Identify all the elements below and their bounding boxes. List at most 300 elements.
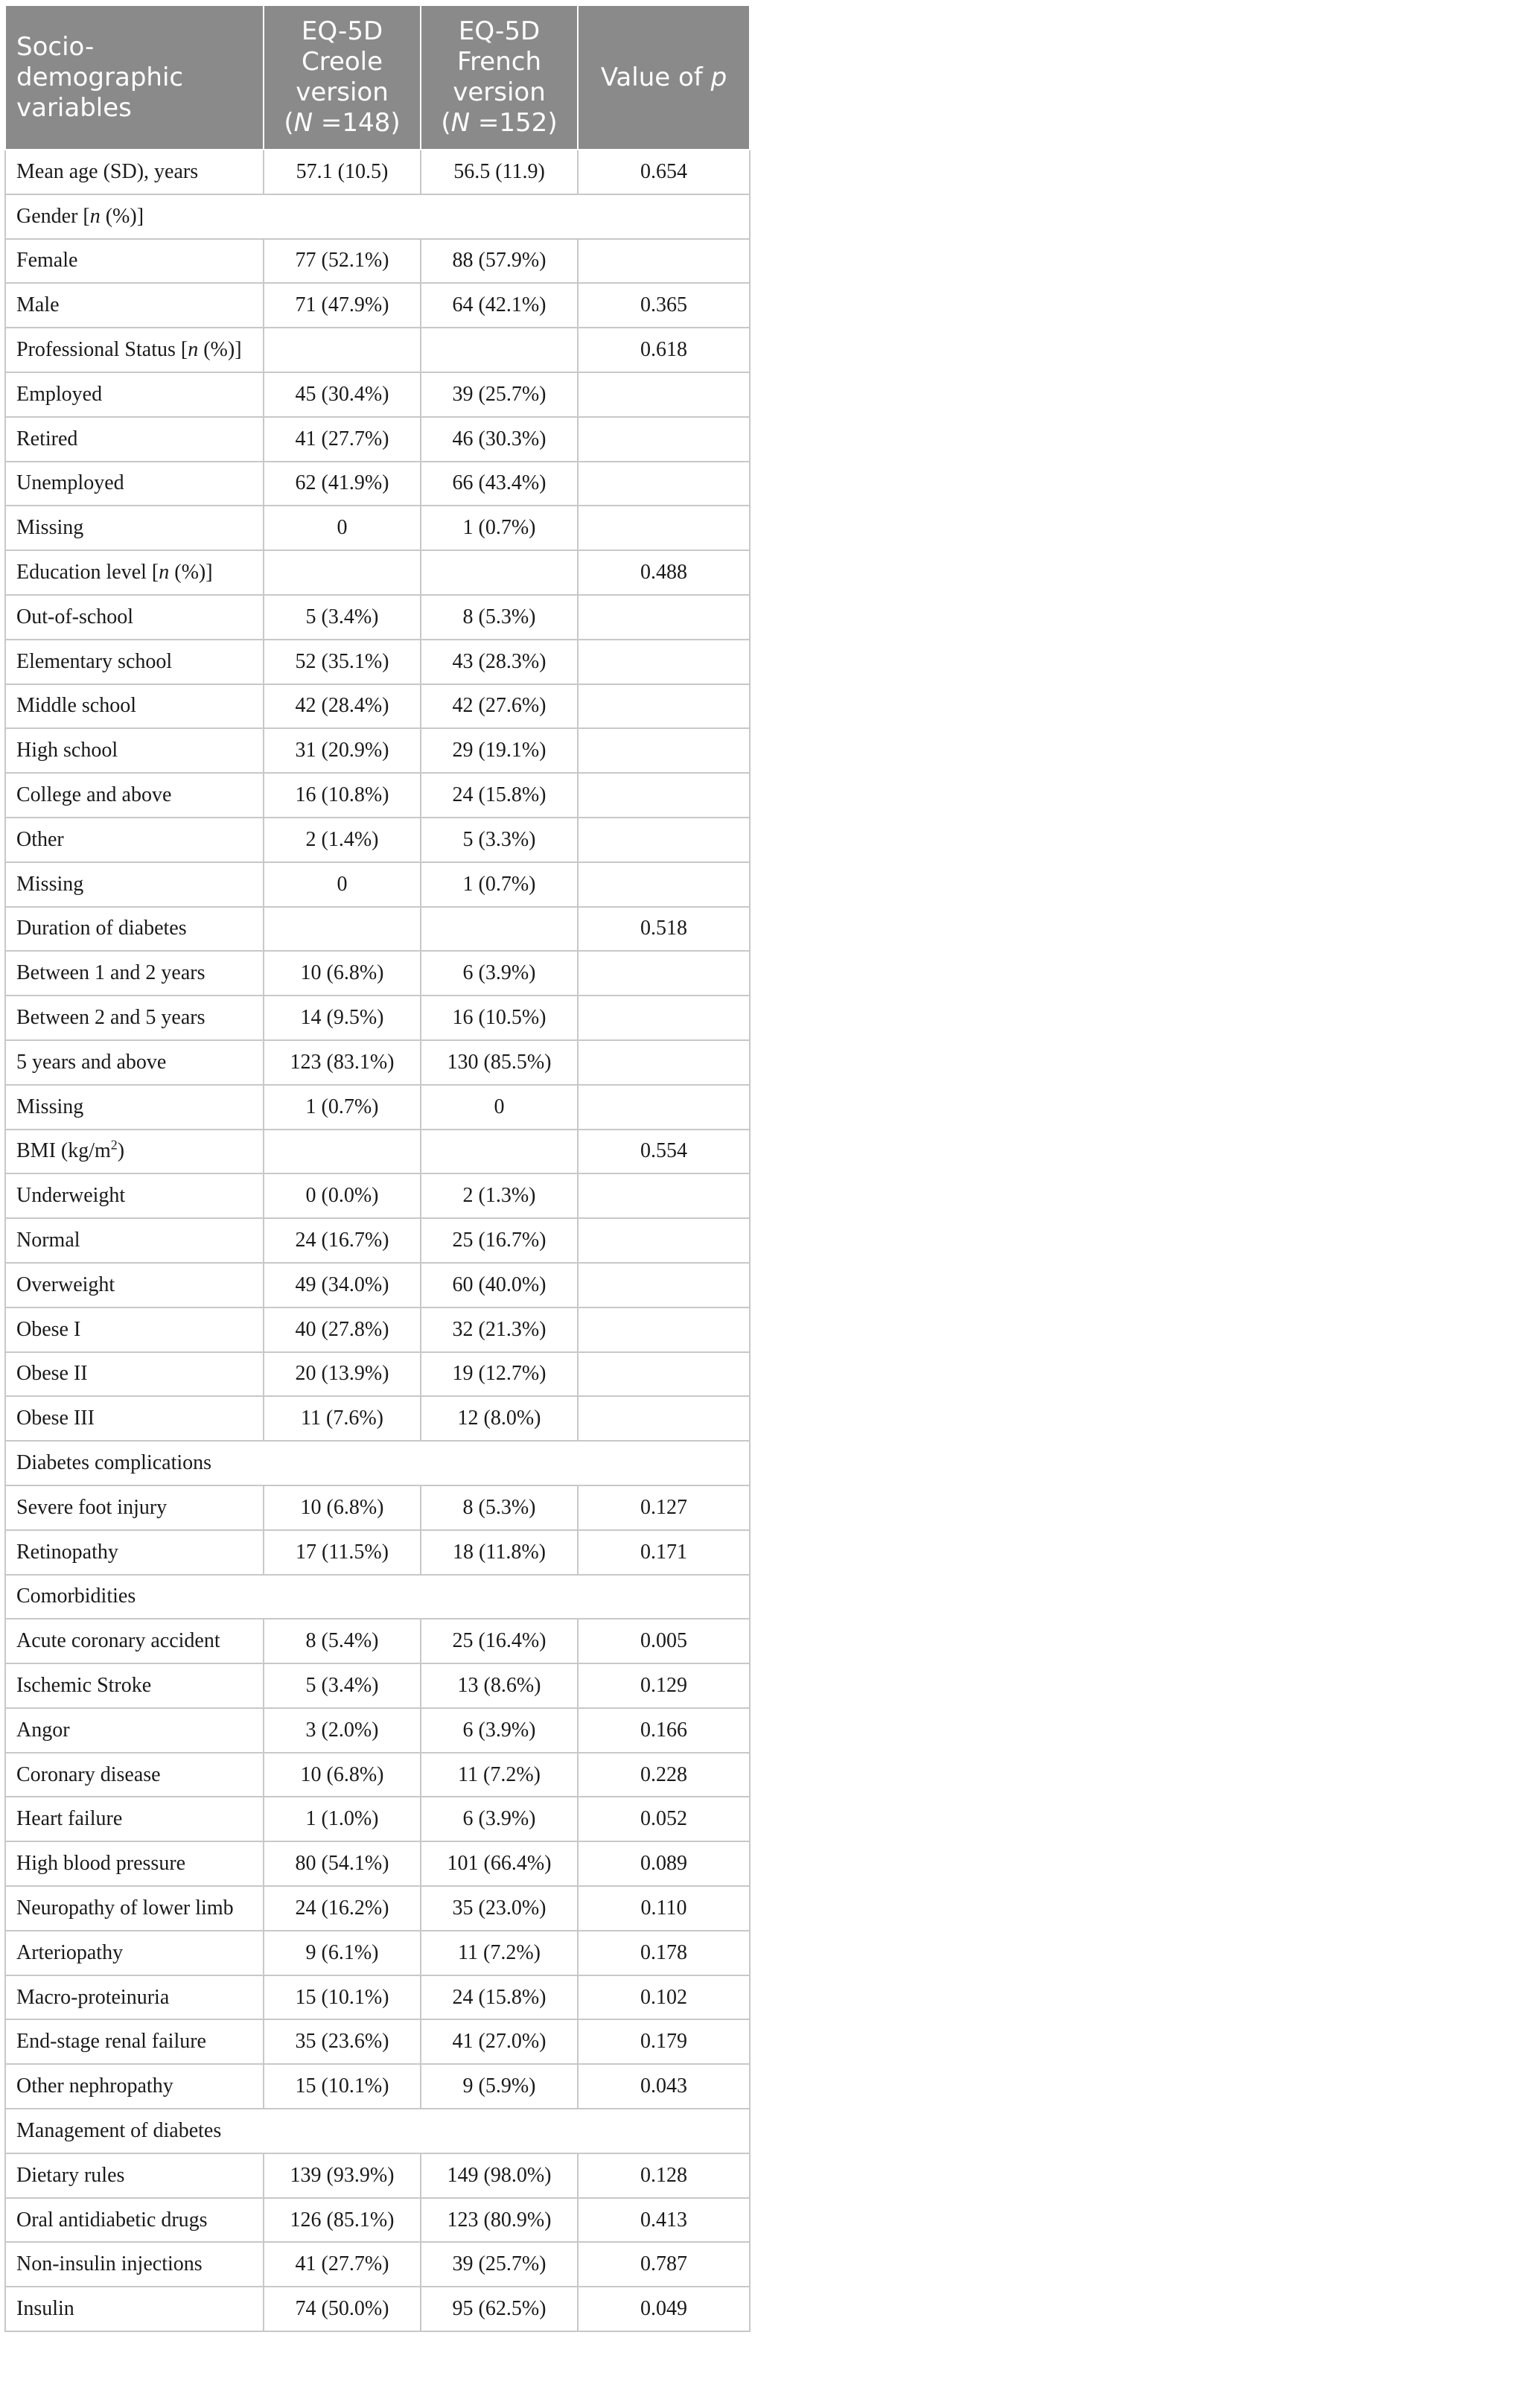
french-value: 35 (23.0%) (452, 1896, 547, 1920)
creole-value-cell (264, 462, 421, 506)
demographics-table (4, 4, 751, 2332)
table-row (5, 1396, 750, 1441)
header-creole-n-value: =148 (313, 108, 391, 138)
creole-value-cell (264, 818, 421, 862)
variable-cell (5, 1841, 264, 1886)
p-value-cell (578, 862, 750, 907)
p-value: 0.171 (640, 1540, 687, 1564)
table-row (5, 1886, 750, 1931)
p-value-cell (578, 1886, 750, 1931)
p-value-cell (578, 1352, 750, 1397)
variable-label-symbol: n (159, 561, 170, 585)
french-value: 32 (21.3%) (452, 1317, 547, 1341)
french-value-cell (421, 2198, 578, 2243)
p-value-cell (578, 1130, 750, 1174)
p-value-cell (578, 1263, 750, 1307)
french-value-cell (421, 1841, 578, 1886)
variable-label-suffix: ) (117, 1139, 125, 1163)
french-value: 95 (62.5%) (452, 2297, 547, 2321)
variable-cell (5, 1886, 264, 1931)
table-row (5, 2287, 750, 2331)
p-value-cell (578, 550, 750, 595)
french-value-cell (421, 1396, 578, 1441)
variable-label: Unemployed (16, 471, 124, 495)
french-value-cell (421, 996, 578, 1040)
creole-value-cell (264, 595, 421, 640)
variable-cell (5, 1396, 264, 1441)
p-value: 0.102 (640, 1985, 687, 2009)
creole-value-cell (264, 640, 421, 684)
p-value-cell (578, 417, 750, 462)
variable-label: Underweight (16, 1184, 126, 1208)
french-value-cell (421, 595, 578, 640)
french-value-cell (421, 462, 578, 506)
header-p-prefix: Value of (600, 62, 711, 92)
table-row (5, 1530, 750, 1575)
french-value: 46 (30.3%) (452, 427, 547, 450)
french-value-cell (421, 1173, 578, 1218)
table-row (5, 1708, 750, 1753)
variable-label-suffix: (%)] (198, 338, 242, 362)
variable-label-symbol: n (188, 338, 199, 362)
variable-cell (5, 1130, 264, 1174)
creole-value: 71 (47.9%) (295, 293, 389, 317)
creole-value: 41 (27.7%) (295, 2252, 389, 2276)
creole-value-cell (264, 684, 421, 729)
creole-value-cell (264, 2064, 421, 2109)
creole-value: 0 (337, 872, 348, 896)
table-row (5, 862, 750, 907)
variable-cell (5, 728, 264, 773)
variable-cell (5, 372, 264, 417)
table-row (5, 1441, 750, 1485)
creole-value-cell (264, 1886, 421, 1931)
french-value: 19 (12.7%) (452, 1362, 547, 1386)
p-value-cell (578, 684, 750, 729)
variable-cell (5, 2198, 264, 2243)
p-value-cell (578, 951, 750, 996)
variable-cell (5, 907, 264, 952)
french-value-cell (421, 328, 578, 372)
creole-value: 0 (337, 516, 348, 540)
table-row (5, 239, 750, 284)
table-row (5, 2242, 750, 2287)
p-value-cell (578, 283, 750, 328)
creole-value: 20 (13.9%) (295, 1362, 389, 1386)
header-creole: EQ-5D Creole version (N =148) (264, 5, 421, 150)
table-row (5, 595, 750, 640)
creole-value: 0 (0.0%) (305, 1184, 379, 1208)
variable-label: Macro-proteinuria (16, 1985, 170, 2009)
table-row (5, 1352, 750, 1397)
variable-label: Between 1 and 2 years (16, 961, 205, 985)
french-value-cell (421, 684, 578, 729)
table-row (5, 2198, 750, 2243)
p-value-cell (578, 1663, 750, 1708)
creole-value-cell (264, 2019, 421, 2064)
variable-cell (5, 1663, 264, 1708)
variable-label: Ischemic Stroke (16, 1673, 152, 1697)
variable-cell (5, 506, 264, 550)
creole-value-cell (264, 1396, 421, 1441)
creole-value-cell (264, 150, 421, 194)
french-value: 39 (25.7%) (452, 382, 547, 406)
p-value-cell (578, 907, 750, 952)
table-row (5, 2064, 750, 2109)
creole-value-cell (264, 2198, 421, 2243)
french-value: 39 (25.7%) (452, 2252, 547, 2276)
section-label-text: Comorbidities (16, 1584, 136, 1608)
french-value-cell (421, 640, 578, 684)
table-row (5, 2153, 750, 2198)
creole-value-cell (264, 550, 421, 595)
variable-cell (5, 862, 264, 907)
p-value: 0.179 (640, 2030, 687, 2054)
variable-cell (5, 996, 264, 1040)
section-label-cell (5, 2109, 750, 2153)
p-value-cell (578, 1085, 750, 1130)
table-row (5, 1485, 750, 1530)
variable-cell (5, 1797, 264, 1841)
creole-value: 14 (9.5%) (300, 1006, 384, 1030)
creole-value-cell (264, 1485, 421, 1530)
variable-label: Employed (16, 382, 103, 406)
variable-cell (5, 2064, 264, 2109)
section-label-symbol: n (89, 204, 101, 228)
table-row (5, 996, 750, 1040)
french-value: 24 (15.8%) (452, 1985, 547, 2009)
variable-cell (5, 684, 264, 729)
p-value-cell (578, 1797, 750, 1841)
french-value-cell (421, 506, 578, 550)
p-value-cell (578, 640, 750, 684)
creole-value-cell (264, 1708, 421, 1753)
french-value: 25 (16.4%) (452, 1629, 547, 1653)
creole-value-cell (264, 1931, 421, 1975)
creole-value-cell (264, 773, 421, 818)
french-value-cell (421, 1218, 578, 1263)
p-value-cell (578, 595, 750, 640)
creole-value-cell (264, 1753, 421, 1797)
french-value: 13 (8.6%) (457, 1673, 541, 1697)
creole-value: 8 (5.4%) (305, 1629, 379, 1653)
french-value: 60 (40.0%) (452, 1273, 547, 1296)
variable-label: Obese III (16, 1407, 95, 1430)
french-value-cell (421, 1263, 578, 1307)
french-value: 11 (7.2%) (458, 1940, 541, 1964)
variable-cell (5, 951, 264, 996)
variable-label: Missing (16, 1095, 84, 1118)
french-value: 9 (5.9%) (462, 2074, 536, 2098)
p-value-cell (578, 1173, 750, 1218)
french-value: 16 (10.5%) (452, 1006, 547, 1030)
p-value: 0.128 (640, 2163, 687, 2187)
table-row (5, 1797, 750, 1841)
p-value: 0.365 (640, 293, 687, 317)
p-value-cell (578, 1530, 750, 1575)
variable-label: Insulin (16, 2297, 74, 2321)
p-value: 0.166 (640, 1718, 687, 1742)
french-value: 29 (19.1%) (452, 739, 547, 762)
p-value-cell (578, 1307, 750, 1352)
table-row (5, 1975, 750, 2020)
table-row (5, 1931, 750, 1975)
variable-cell (5, 773, 264, 818)
creole-value: 11 (7.6%) (301, 1407, 383, 1430)
variable-label: Oral antidiabetic drugs (16, 2208, 208, 2232)
creole-value: 10 (6.8%) (300, 961, 384, 985)
table-row (5, 684, 750, 729)
creole-value-cell (264, 2153, 421, 2198)
creole-value: 1 (1.0%) (305, 1807, 379, 1831)
p-value: 0.129 (640, 1673, 687, 1697)
creole-value-cell (264, 283, 421, 328)
creole-value: 62 (41.9%) (295, 471, 389, 495)
section-label-cell (5, 1575, 750, 1619)
p-value-cell (578, 2287, 750, 2331)
french-value-cell (421, 2287, 578, 2331)
variable-label: Obese II (16, 1362, 88, 1386)
variable-label: High school (16, 739, 118, 762)
p-value-cell (578, 1619, 750, 1663)
table-row (5, 1575, 750, 1619)
p-value-cell (578, 1396, 750, 1441)
creole-value-cell (264, 1040, 421, 1085)
variable-label: Missing (16, 516, 84, 540)
variable-cell (5, 818, 264, 862)
variable-cell (5, 595, 264, 640)
french-value-cell (421, 2019, 578, 2064)
variable-label: Mean age (SD), years (16, 159, 199, 183)
p-value: 0.005 (640, 1629, 687, 1653)
variable-cell (5, 1485, 264, 1530)
french-value: 64 (42.1%) (452, 293, 547, 317)
variable-label: Coronary disease (16, 1762, 161, 1786)
p-value-cell (578, 1218, 750, 1263)
french-value-cell (421, 372, 578, 417)
french-value: 42 (27.6%) (452, 694, 547, 718)
french-value: 6 (3.9%) (462, 1718, 536, 1742)
creole-value: 24 (16.7%) (295, 1229, 389, 1252)
table-row (5, 1085, 750, 1130)
creole-value-cell (264, 417, 421, 462)
variable-label: Overweight (16, 1273, 115, 1296)
p-value-cell (578, 1708, 750, 1753)
creole-value-cell (264, 1619, 421, 1663)
creole-value-cell (264, 1307, 421, 1352)
variable-label: Neuropathy of lower limb (16, 1896, 234, 1920)
french-value-cell (421, 150, 578, 194)
variable-label: Obese I (16, 1317, 81, 1341)
french-value: 88 (57.9%) (452, 249, 547, 273)
p-value: 0.043 (640, 2074, 687, 2098)
p-value-cell (578, 818, 750, 862)
creole-value-cell (264, 1663, 421, 1708)
p-value-cell (578, 1753, 750, 1797)
variable-label: Normal (16, 1229, 80, 1252)
french-value-cell (421, 907, 578, 952)
p-value-cell (578, 2153, 750, 2198)
p-value-cell (578, 150, 750, 194)
creole-value-cell (264, 1530, 421, 1575)
table-row (5, 194, 750, 239)
creole-value: 41 (27.7%) (295, 427, 389, 450)
variable-cell (5, 1040, 264, 1085)
table-row (5, 1130, 750, 1174)
creole-value-cell (264, 1797, 421, 1841)
creole-value: 15 (10.1%) (295, 1985, 389, 2009)
p-value: 0.787 (640, 2252, 687, 2276)
variable-cell (5, 1263, 264, 1307)
variable-label: Out-of-school (16, 605, 134, 628)
p-value-cell (578, 2242, 750, 2287)
variable-cell (5, 1352, 264, 1397)
table-row (5, 328, 750, 372)
creole-value: 10 (6.8%) (300, 1495, 384, 1519)
table-row (5, 1841, 750, 1886)
creole-value: 139 (93.9%) (290, 2163, 395, 2187)
variable-cell (5, 239, 264, 284)
header-p-value (578, 5, 750, 150)
creole-value-cell (264, 1352, 421, 1397)
variable-label: Angor (16, 1718, 70, 1742)
p-value-cell (578, 328, 750, 372)
variable-label: Acute coronary accident (16, 1629, 220, 1653)
french-value-cell (421, 818, 578, 862)
variable-cell (5, 1530, 264, 1575)
creole-value-cell (264, 1085, 421, 1130)
table-row (5, 372, 750, 417)
french-value-cell (421, 1485, 578, 1530)
creole-value: 16 (10.8%) (295, 783, 389, 807)
p-value-cell (578, 2198, 750, 2243)
header-creole-label: EQ-5D Creole version (296, 16, 389, 107)
p-value-cell (578, 1975, 750, 2020)
p-value: 0.413 (640, 2208, 687, 2232)
section-label-text: Diabetes complications (16, 1451, 212, 1474)
table-row (5, 1218, 750, 1263)
table-row (5, 150, 750, 194)
header-creole-n-symbol: N (293, 108, 313, 138)
french-value-cell (421, 1530, 578, 1575)
p-value: 0.488 (640, 561, 687, 585)
table-row (5, 818, 750, 862)
header-variables (5, 5, 264, 150)
french-value-cell (421, 283, 578, 328)
french-value-cell (421, 1619, 578, 1663)
french-value: 56.5 (11.9) (453, 159, 545, 183)
creole-value-cell (264, 1218, 421, 1263)
p-value-cell (578, 1040, 750, 1085)
variable-label: Other nephropathy (16, 2074, 173, 2098)
french-value: 2 (1.3%) (462, 1184, 536, 1208)
variable-label: College and above (16, 783, 172, 807)
header-french-n-value: =152 (470, 108, 548, 138)
variable-label: Severe foot injury (16, 1495, 168, 1519)
french-value: 12 (8.0%) (457, 1407, 541, 1430)
creole-value: 77 (52.1%) (295, 249, 389, 273)
variable-label: Missing (16, 872, 84, 896)
variable-label: Duration of diabetes (16, 917, 187, 940)
p-value-cell (578, 2064, 750, 2109)
variable-label: 5 years and above (16, 1050, 167, 1074)
creole-value-cell (264, 1975, 421, 2020)
section-label-cell (5, 1441, 750, 1485)
variable-label-superscript: 2 (110, 1138, 118, 1153)
french-value: 130 (85.5%) (447, 1050, 552, 1074)
p-value-cell (578, 239, 750, 284)
creole-value-cell (264, 328, 421, 372)
creole-value: 80 (54.1%) (295, 1852, 389, 1876)
french-value-cell (421, 1931, 578, 1975)
p-value-cell (578, 1931, 750, 1975)
p-value-cell (578, 996, 750, 1040)
french-value: 1 (0.7%) (462, 872, 536, 896)
variable-cell (5, 1753, 264, 1797)
french-value-cell (421, 728, 578, 773)
section-label-text: Gender [ (16, 204, 90, 228)
french-value-cell (421, 951, 578, 996)
french-value: 24 (15.8%) (452, 783, 547, 807)
creole-value: 42 (28.4%) (295, 694, 389, 718)
p-value: 0.654 (640, 159, 687, 183)
variable-label: Retired (16, 427, 78, 450)
french-value-cell (421, 862, 578, 907)
french-value-cell (421, 239, 578, 284)
header-french: EQ-5D French version (N =152) (421, 5, 578, 150)
french-value: 149 (98.0%) (447, 2163, 552, 2187)
table-row (5, 1753, 750, 1797)
creole-value-cell (264, 239, 421, 284)
french-value-cell (421, 1040, 578, 1085)
creole-value: 24 (16.2%) (295, 1896, 389, 1920)
p-value-cell (578, 2019, 750, 2064)
table-row (5, 1663, 750, 1708)
variable-label: Between 2 and 5 years (16, 1006, 205, 1030)
creole-value: 57.1 (10.5) (296, 159, 389, 183)
variable-cell (5, 1975, 264, 2020)
creole-value-cell (264, 1263, 421, 1307)
creole-value: 3 (2.0%) (305, 1718, 379, 1742)
french-value-cell (421, 2064, 578, 2109)
header-row (5, 5, 750, 150)
header-french-n-symbol: N (450, 108, 471, 138)
variable-cell (5, 640, 264, 684)
creole-value: 31 (20.9%) (295, 739, 389, 762)
creole-value-cell (264, 1130, 421, 1174)
creole-value: 52 (35.1%) (295, 649, 389, 673)
table-row (5, 283, 750, 328)
creole-value: 74 (50.0%) (295, 2297, 389, 2321)
french-value-cell (421, 1975, 578, 2020)
french-value-cell (421, 1130, 578, 1174)
french-value: 11 (7.2%) (458, 1762, 541, 1786)
variable-cell (5, 1218, 264, 1263)
french-value: 8 (5.3%) (462, 605, 536, 628)
variable-label: End-stage renal failure (16, 2030, 206, 2054)
p-value: 0.518 (640, 917, 687, 940)
header-p-symbol: p (710, 62, 727, 92)
header-french-label: EQ-5D French version (453, 16, 546, 107)
section-label-cell (5, 194, 750, 239)
creole-value: 9 (6.1%) (305, 1940, 379, 1964)
french-value-cell (421, 1085, 578, 1130)
p-value: 0.228 (640, 1762, 687, 1786)
french-value: 1 (0.7%) (462, 516, 536, 540)
creole-value-cell (264, 372, 421, 417)
creole-value: 45 (30.4%) (295, 382, 389, 406)
variable-label: Professional Status [ (16, 338, 188, 362)
